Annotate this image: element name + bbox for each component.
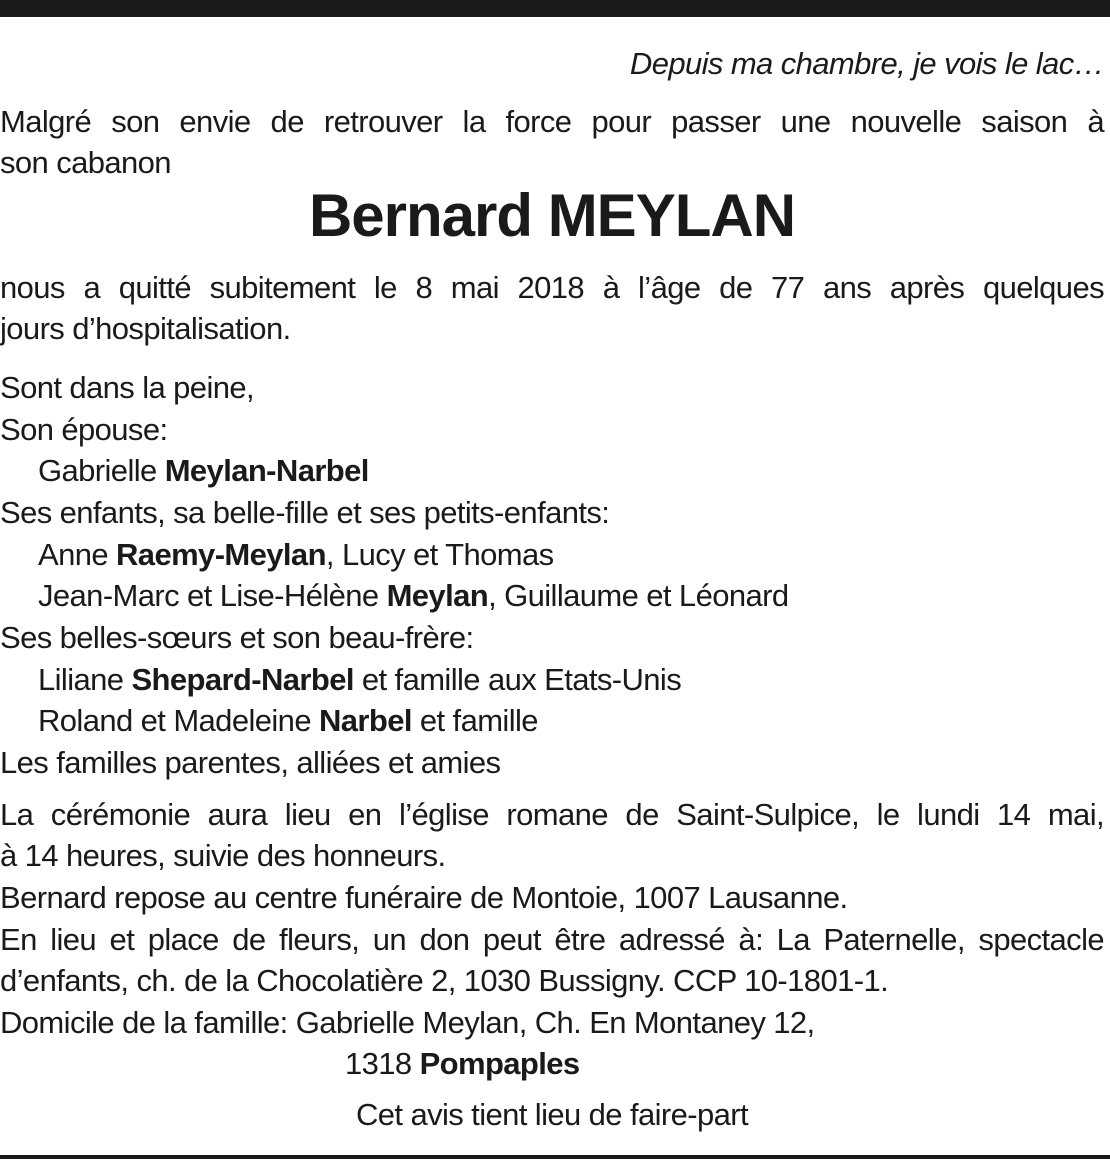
inlaws-label: Ses belles-sœurs et son beau-frère: xyxy=(0,620,474,655)
child-1-surname: Raemy-Meylan xyxy=(116,537,326,572)
intro-line-2: son cabanon xyxy=(0,145,171,180)
families-line: Les familles parentes, alliées et amies xyxy=(0,745,501,780)
donation-line-1: En lieu et place de fleurs, un don peut être adressé à: La Paternelle, spectacle xyxy=(0,922,1104,957)
child-1-first-name: Anne xyxy=(38,537,117,572)
spouse-label: Son épouse: xyxy=(0,412,168,447)
inlaw-2-rest: et famille xyxy=(411,703,538,738)
top-border-rule xyxy=(0,0,1110,17)
inlaw-entry-1 xyxy=(38,660,1104,700)
child-2-first-name: Jean-Marc et Lise-Hélène xyxy=(38,578,387,613)
footer-note: Cet avis tient lieu de faire-part xyxy=(355,1097,748,1132)
spouse-surname: Meylan-Narbel xyxy=(164,453,369,488)
children-label: Ses enfants, sa belle-fille et ses petits-enfants: xyxy=(0,495,610,530)
deceased-name: Bernard MEYLAN xyxy=(308,182,796,249)
child-1-rest: , Lucy et Thomas xyxy=(325,537,554,572)
domicile-line-2 xyxy=(345,1044,1045,1084)
child-2-rest: , Guillaume et Léonard xyxy=(488,578,789,613)
bottom-border-rule xyxy=(0,1155,1110,1159)
inlaw-1-first-name: Liliane xyxy=(38,662,132,697)
inlaw-1-rest: et famille aux Etats-Unis xyxy=(353,662,682,697)
mourners-heading: Sont dans la peine, xyxy=(0,370,255,405)
announcement-line-2: jours d’hospitalisation. xyxy=(0,311,291,346)
donation-line-2: d’enfants, ch. de la Chocolatière 2, 1030 Bussigny. CCP 10-1801-1. xyxy=(0,963,889,998)
spouse-first-name: Gabrielle xyxy=(38,453,165,488)
repose-line: Bernard repose au centre funéraire de Montoie, 1007 Lausanne. xyxy=(0,880,848,915)
domicile-line-1: Domicile de la famille: Gabrielle Meylan, Ch. En Montaney 12, xyxy=(0,1005,815,1040)
inlaw-entry-2 xyxy=(38,701,1104,741)
announcement-line-1: nous a quitté subitement le 8 mai 2018 à l’âge de 77 ans après quelques xyxy=(0,270,1104,305)
domicile-town: Pompaples xyxy=(419,1046,580,1081)
inlaw-2-first-name: Roland et Madeleine xyxy=(38,703,319,738)
child-entry-1 xyxy=(38,535,1104,575)
inlaw-1-surname: Shepard-Narbel xyxy=(131,662,354,697)
domicile-postcode: 1318 xyxy=(345,1046,420,1081)
ceremony-line-1: La cérémonie aura lieu en l’église romane de Saint-Sulpice, le lundi 14 mai, xyxy=(0,797,1104,832)
ceremony-line-2: à 14 heures, suivie des honneurs. xyxy=(0,838,446,873)
intro-line-1: Malgré son envie de retrouver la force pour passer une nouvelle saison à xyxy=(0,104,1104,139)
child-2-surname: Meylan xyxy=(386,578,489,613)
child-entry-2 xyxy=(38,576,1104,616)
spouse-entry xyxy=(38,451,1104,491)
inlaw-2-surname: Narbel xyxy=(318,703,412,738)
epigraph: Depuis ma chambre, je vois le lac… xyxy=(629,46,1104,81)
